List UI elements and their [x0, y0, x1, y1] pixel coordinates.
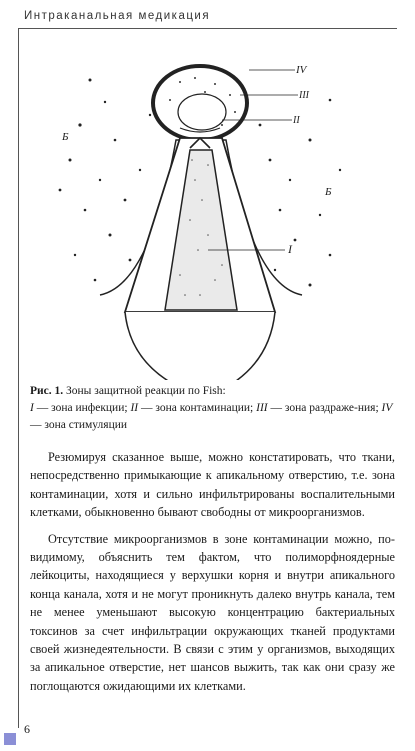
caption-title: Зоны защитной реакции по Fish: — [66, 385, 226, 397]
caption-zone-iv-num: IV — [381, 402, 393, 414]
zone-iii-label: III — [299, 90, 309, 101]
running-header: Интраканальная медикация — [24, 10, 211, 22]
header-rule — [18, 28, 397, 29]
paragraph-1: Резюмируя сказанное выше, можно констатировать, что ткани, непосредственно примыкающие к апикальному отверстию, т.е. зона контаминации, хотя и сильно инфильтрированы воспалительными клетками, обыкновенно бывают свободны от микроорганизмов. — [30, 450, 395, 520]
side-rule — [18, 28, 19, 728]
tooth-diagram-figure — [30, 40, 370, 380]
caption-zone-ii-text: зона контаминации; — [155, 402, 254, 414]
figure-caption: Рис. 1. Зоны защитной реакции по Fish: I — зона инфекции; II — зона контаминации; III — зона раздраже-ния; IV — зона стимуляции — [30, 385, 393, 431]
corner-accent-mark — [4, 733, 16, 745]
caption-zone-iii-num: III — [256, 402, 268, 414]
label-b-right: Б — [325, 186, 332, 198]
label-b-left: Б — [62, 131, 69, 143]
body-text — [30, 448, 395, 703]
zone-i-label: I — [288, 242, 292, 256]
caption-zone-iii-text: зона раздраже-ния; — [284, 402, 379, 414]
page-number: 6 — [24, 722, 30, 736]
caption-zone-i-text: зона инфекции; — [51, 402, 128, 414]
caption-label: Рис. 1. — [30, 385, 64, 397]
caption-zone-ii-num: II — [130, 402, 139, 414]
tooth-diagram — [30, 40, 370, 380]
caption-zone-iv-text: зона стимуляции — [44, 419, 128, 431]
zone-ii-label: II — [293, 115, 300, 126]
caption-zone-i-num: I — [30, 402, 34, 414]
paragraph-2: Отсутствие микроорганизмов в зоне контаминации можно, по-видимому, объяснить тем фактом, что полиморфноядерные лейкоциты, находящиеся у верхушки корня и внутри апикального конца канала, хотя и не могут проникнуть далеко внутрь канала, тем не менее уменьшают высокую концентрацию бактериальных токсинов за счет инфильтрации окружающих тканей продуктами своей жизнедеятельности. В связи с этим у организмов, выходящих за апикальное отверстие, нет шансов выжить, так как они сразу же поглощаются ожидающими их клетками. — [30, 531, 395, 693]
zone-iv-label: IV — [296, 64, 307, 76]
